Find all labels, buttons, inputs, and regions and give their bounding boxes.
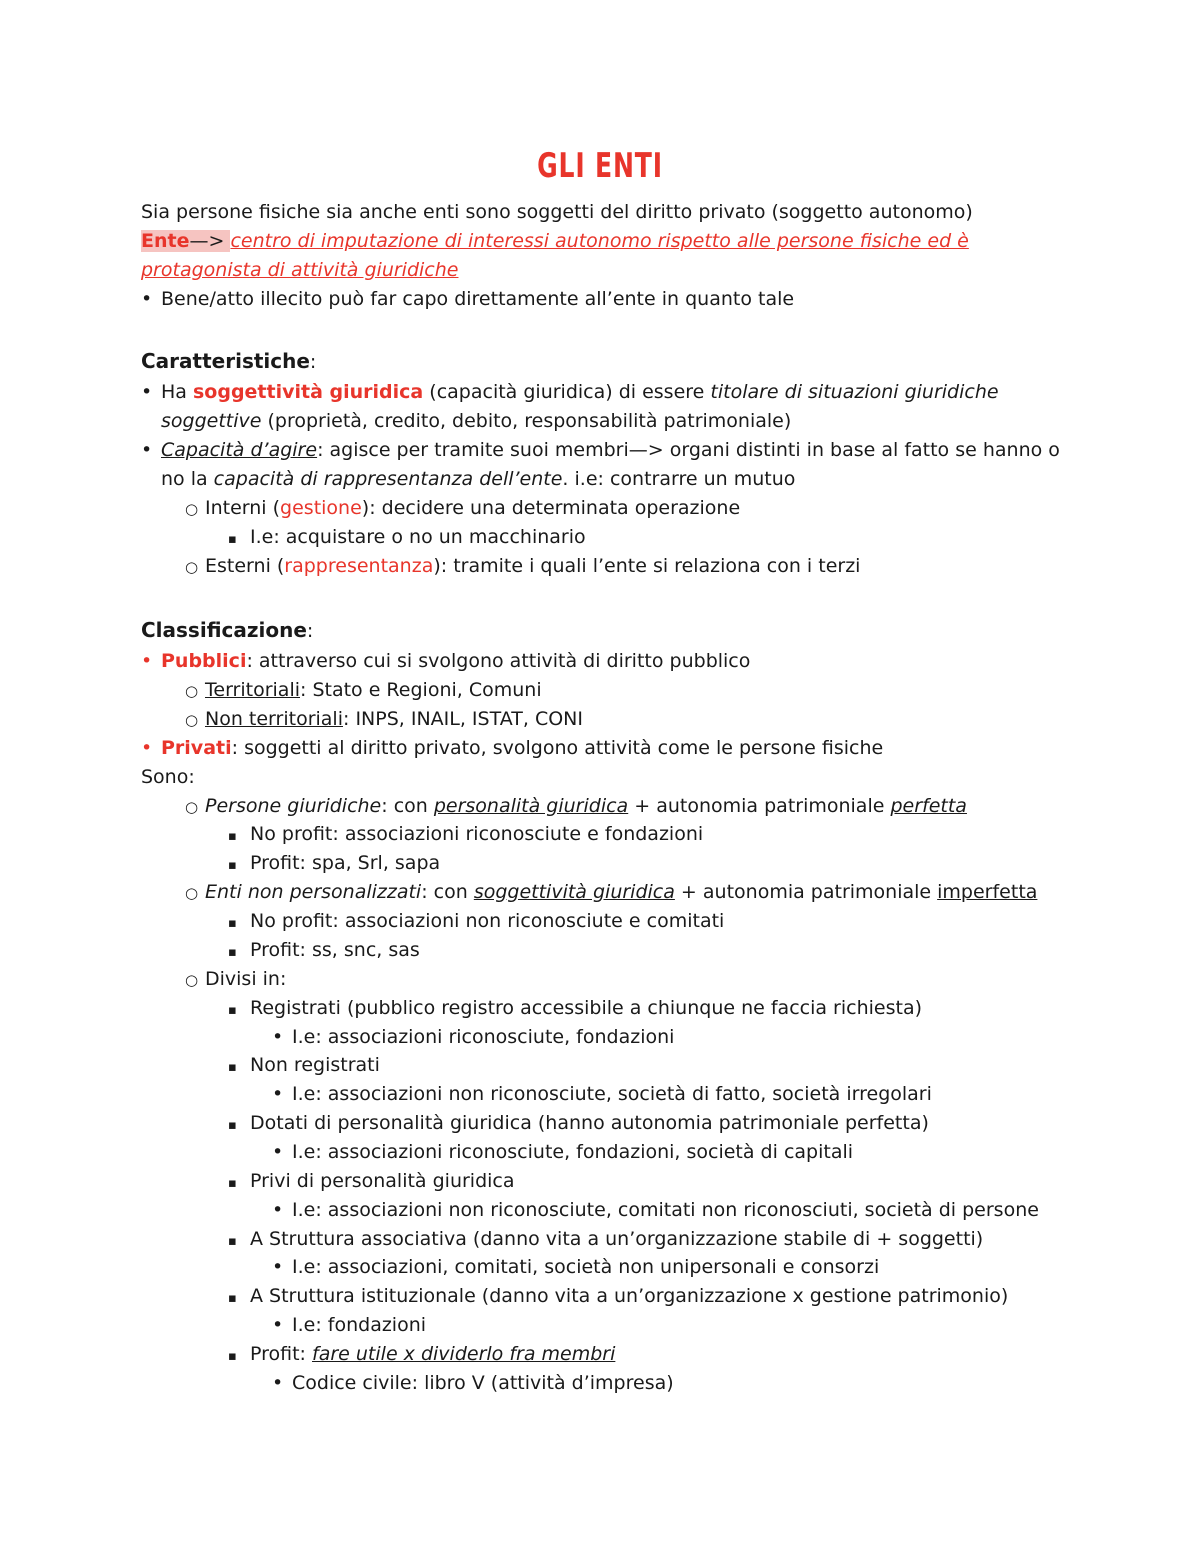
square-bullet-icon: ▪ [228, 1176, 237, 1191]
text: Non registrati [250, 1054, 380, 1076]
text: Dotati di personalità giuridica (hanno autonomia patrimoniale perfetta) [250, 1112, 929, 1134]
text: : attraverso cui si svolgono attività di diritto pubblico [246, 650, 751, 672]
circle-bullet-icon: ○ [185, 558, 199, 576]
text: : soggetti al diritto privato, svolgono attività come le persone fisiche [231, 737, 884, 759]
section-heading-classificazione [141, 616, 313, 646]
heading-text: Caratteristiche [141, 349, 310, 373]
list-item [272, 1253, 879, 1282]
text-underlined: personalità giuridica [433, 795, 629, 817]
square-bullet-icon: ▪ [228, 1060, 237, 1075]
square-bullet-icon: ▪ [228, 1234, 237, 1249]
text: + autonomia patrimoniale [628, 795, 891, 817]
square-bullet-icon: ▪ [228, 829, 237, 844]
circle-bullet-icon: ○ [185, 682, 199, 700]
list-item [185, 494, 740, 524]
text: Esterni ( [205, 555, 285, 577]
text-underlined: Territoriali [205, 679, 300, 701]
ente-definition-cont [141, 256, 458, 285]
text: Profit: spa, Srl, sapa [250, 852, 441, 874]
list-item [272, 1138, 853, 1167]
text: : con [381, 795, 434, 817]
text: I.e: acquistare o no un macchinario [250, 526, 586, 548]
bullet-icon: • [141, 439, 153, 461]
list-item [272, 1023, 674, 1052]
list-item [228, 907, 724, 938]
list-item [228, 936, 420, 967]
text: Divisi in: [205, 968, 287, 990]
text-underlined: Capacità d’agire [161, 439, 318, 461]
page-title: GLI ENTI [537, 146, 663, 186]
keyword: gestione [280, 497, 362, 519]
text: : INPS, INAIL, ISTAT, CONI [343, 708, 583, 730]
ente-definition [141, 227, 969, 256]
heading-colon: : [306, 620, 314, 642]
text: (proprietà, credito, debito, responsabilità patrimoniale) [261, 410, 792, 432]
text: ): tramite i quali l’ente si relaziona con i terzi [433, 555, 861, 577]
text-italic: Enti non personalizzati [205, 881, 422, 903]
text: + autonomia patrimoniale [674, 881, 938, 903]
list-item [185, 552, 860, 582]
list-item [272, 1196, 1039, 1225]
circle-bullet-icon: ○ [185, 711, 199, 729]
list-item [228, 1282, 1008, 1313]
list-item [185, 705, 583, 735]
square-bullet-icon: ▪ [228, 1291, 237, 1306]
text-italic: capacità di rappresentanza dell’ente [213, 468, 563, 490]
text: Ha [161, 381, 193, 403]
keyword: soggettività giuridica [192, 381, 424, 403]
list-item [141, 734, 883, 763]
list-item [228, 1340, 615, 1371]
text: : agisce per tramite suoi membri—> organi distinti in base al fatto se hanno o [317, 439, 1060, 461]
list-item [185, 965, 286, 995]
list-item-cont [161, 465, 795, 494]
text-underlined: soggettività giuridica [473, 881, 675, 903]
circle-bullet-icon: ○ [185, 798, 199, 816]
intro-line [141, 198, 973, 227]
paragraph [141, 763, 195, 792]
list-item [185, 792, 967, 822]
square-bullet-icon: ▪ [228, 916, 237, 931]
text: I.e: associazioni, comitati, società non unipersonali e consorzi [292, 1256, 880, 1278]
text: : Stato e Regioni, Comuni [300, 679, 542, 701]
bullet-icon: • [272, 1199, 284, 1221]
square-bullet-icon: ▪ [228, 858, 237, 873]
text-underlined: imperfetta [937, 881, 1038, 903]
text: (capacità giuridica) di essere [423, 381, 711, 403]
list-item [228, 523, 586, 554]
text: Profit: [250, 1343, 313, 1365]
bullet-icon: • [272, 1026, 284, 1048]
ente-label: Ente [141, 230, 190, 252]
bullet-icon: • [272, 1256, 284, 1278]
text: Profit: ss, snc, sas [250, 939, 420, 961]
list-item [185, 676, 542, 706]
text: No profit: associazioni riconosciute e fondazioni [250, 823, 704, 845]
list-item [141, 285, 794, 314]
text-underlined: perfetta [890, 795, 967, 817]
list-item [228, 1225, 983, 1256]
circle-bullet-icon: ○ [185, 884, 199, 902]
square-bullet-icon: ▪ [228, 1118, 237, 1133]
text-underlined: fare utile x dividerlo fra membri [312, 1343, 616, 1365]
bullet-icon: • [272, 1083, 284, 1105]
ente-def-1: centro di imputazione di interessi autonomo rispetto alle persone fisiche ed è [230, 230, 969, 252]
text: I.e: associazioni riconosciute, fondazioni, società di capitali [292, 1141, 854, 1163]
heading-colon: : [309, 351, 317, 373]
list-item [141, 378, 999, 407]
text: No profit: associazioni non riconosciute e comitati [250, 910, 725, 932]
intro-text: Sia persone fisiche sia anche enti sono soggetti del diritto privato (soggetto autonomo) [141, 201, 973, 223]
square-bullet-icon: ▪ [228, 1349, 237, 1364]
bullet-icon: • [272, 1314, 284, 1336]
list-item [185, 878, 1037, 908]
square-bullet-icon: ▪ [228, 1003, 237, 1018]
list-item [141, 647, 750, 676]
list-item [228, 1051, 380, 1082]
text: A Struttura associativa (danno vita a un’organizzazione stabile di + soggetti) [250, 1228, 984, 1250]
list-item [228, 1167, 515, 1198]
keyword: Privati [161, 737, 232, 759]
list-item [228, 994, 922, 1025]
text: Registrati (pubblico registro accessibile a chiunque ne faccia richiesta) [250, 997, 923, 1019]
text: Interni ( [205, 497, 281, 519]
text-italic: titolare di situazioni giuridiche [710, 381, 999, 403]
text-italic: soggettive [161, 410, 262, 432]
text-underlined: Non territoriali [205, 708, 343, 730]
list-item [228, 1109, 929, 1140]
heading-text: Classificazione [141, 618, 307, 642]
list-item [228, 820, 703, 851]
text: : con [421, 881, 474, 903]
list-item [272, 1311, 426, 1340]
bullet-icon: • [272, 1141, 284, 1163]
square-bullet-icon: ▪ [228, 945, 237, 960]
text: I.e: associazioni non riconosciute, società di fatto, società irregolari [292, 1083, 932, 1105]
ente-arrow: —> [189, 230, 231, 252]
section-heading-caratteristiche [141, 347, 316, 377]
text: ): decidere una determinata operazione [361, 497, 741, 519]
circle-bullet-icon: ○ [185, 500, 199, 518]
list-item [141, 436, 1060, 465]
list-item [272, 1080, 932, 1109]
square-bullet-icon: ▪ [228, 532, 237, 547]
circle-bullet-icon: ○ [185, 971, 199, 989]
ente-def-2: protagonista di attività giuridiche [141, 259, 459, 281]
list-item [228, 849, 440, 880]
list-item [272, 1369, 674, 1398]
text: I.e: associazioni riconosciute, fondazioni [292, 1026, 675, 1048]
text: Privi di personalità giuridica [250, 1170, 515, 1192]
keyword: rappresentanza [284, 555, 434, 577]
text: I.e: fondazioni [292, 1314, 427, 1336]
bullet-icon: • [272, 1372, 284, 1394]
list-item-cont [161, 407, 791, 436]
text: A Struttura istituzionale (danno vita a un’organizzazione x gestione patrimonio) [250, 1285, 1009, 1307]
text: Sono: [141, 766, 195, 788]
keyword: Pubblici [161, 650, 247, 672]
text: no la [161, 468, 214, 490]
bullet-icon: • [141, 381, 153, 403]
text: . i.e: contrarre un mutuo [562, 468, 796, 490]
bullet-icon: • [141, 288, 153, 310]
text-italic: Persone giuridiche [205, 795, 382, 817]
text: Codice civile: libro V (attività d’impresa) [292, 1372, 674, 1394]
bullet-icon: • [141, 737, 153, 759]
bullet-icon: • [141, 650, 153, 672]
text: I.e: associazioni non riconosciute, comitati non riconosciuti, società di persone [292, 1199, 1039, 1221]
list-item-text: Bene/atto illecito può far capo direttamente all’ente in quanto tale [161, 288, 795, 310]
